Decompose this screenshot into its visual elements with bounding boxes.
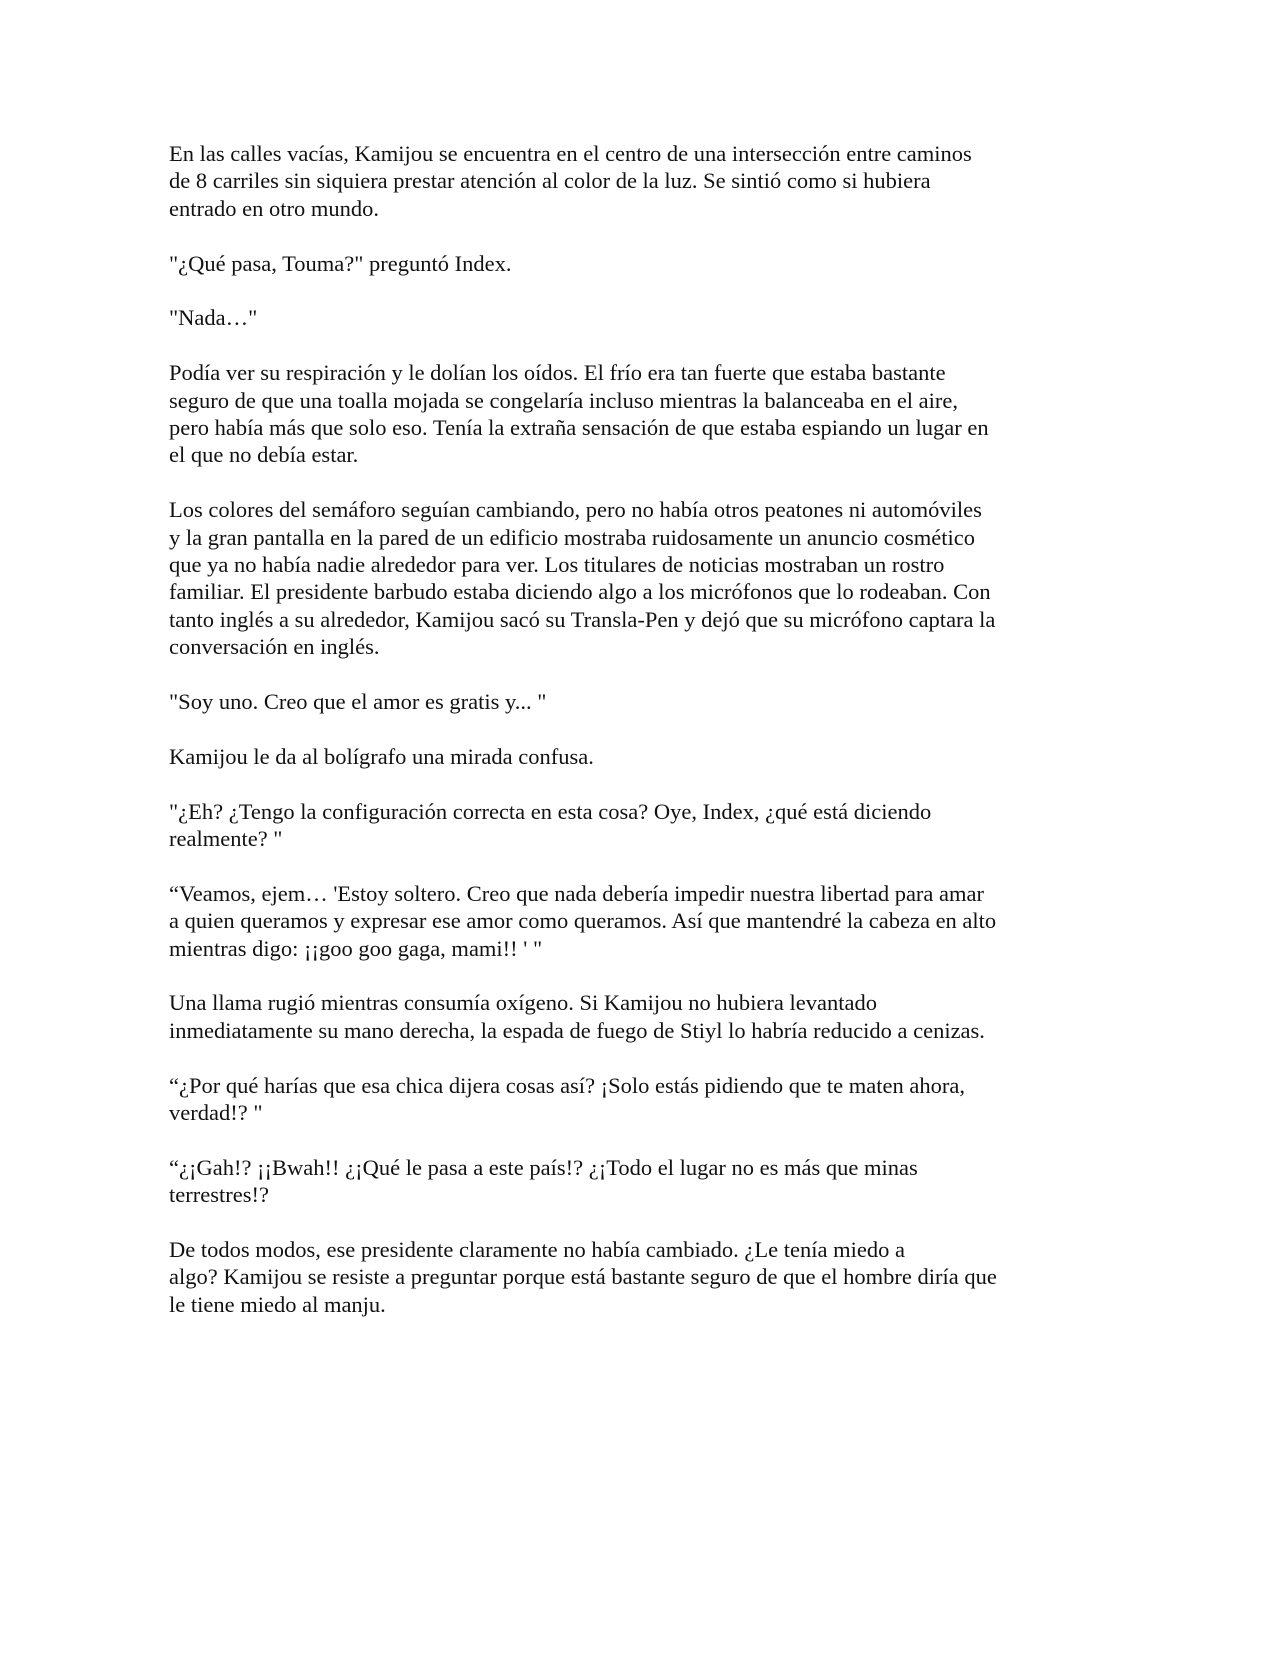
text-line: “¿¡Gah!? ¡¡Bwah!! ¿¡Qué le pasa a este país!? ¿¡Todo el lugar no es más que minas — [169, 1154, 918, 1180]
text-line: “¿Por qué harías que esa chica dijera cosas así? ¡Solo estás pidiendo que te maten ahora, — [169, 1072, 965, 1098]
text-line: inmediatamente su mano derecha, la espada de fuego de Stiyl lo habría reducido a cenizas. — [169, 1017, 985, 1043]
text-line: Kamijou le da al bolígrafo una mirada confusa. — [169, 743, 594, 769]
text-line: “Veamos, ejem… 'Estoy soltero. Creo que nada debería impedir nuestra libertad para amar — [169, 880, 984, 906]
text-line: le tiene miedo al manju. — [169, 1291, 386, 1317]
text-line: que ya no había nadie alrededor para ver. Los titulares de noticias mostraban un rostro — [169, 552, 945, 578]
paragraph — [169, 359, 1069, 469]
text-line: "Soy uno. Creo que el amor es gratis y... " — [169, 689, 547, 715]
text-line: "¿Eh? ¿Tengo la configuración correcta en esta cosa? Oye, Index, ¿qué está diciendo — [169, 798, 932, 824]
paragraph — [169, 496, 1069, 660]
text-line: pero había más que solo eso. Tenía la extraña sensación de que estaba espiando un lugar en — [169, 415, 989, 441]
text-line: Los colores del semáforo seguían cambiando, pero no había otros peatones ni automóviles — [169, 497, 982, 523]
text-line: el que no debía estar. — [169, 442, 359, 468]
text-line: seguro de que una toalla mojada se congelaría incluso mientras la balanceaba en el aire, — [169, 387, 959, 413]
text-line: De todos modos, ese presidente claramente no había cambiado. ¿Le tenía miedo a — [169, 1237, 905, 1263]
text-line: y la gran pantalla en la pared de un edificio mostraba ruidosamente un anuncio cosmético — [169, 524, 975, 550]
paragraph — [169, 1072, 1069, 1127]
paragraph — [169, 743, 1069, 770]
text-line: Una llama rugió mientras consumía oxígeno. Si Kamijou no hubiera levantado — [169, 990, 877, 1016]
text-line: a quien queramos y expresar ese amor como queramos. Así que mantendré la cabeza en alto — [169, 908, 997, 934]
paragraph — [169, 880, 1069, 962]
paragraph — [169, 304, 1069, 331]
text-line: algo? Kamijou se resiste a preguntar porque está bastante seguro de que el hombre diría que — [169, 1264, 997, 1290]
paragraph — [169, 250, 1069, 277]
document-page — [169, 140, 1069, 1346]
paragraph — [169, 1236, 1069, 1318]
text-line: realmente? " — [169, 826, 283, 852]
text-line: "¿Qué pasa, Touma?" preguntó Index. — [169, 250, 512, 276]
text-line: En las calles vacías, Kamijou se encuentra en el centro de una intersección entre caminos — [169, 141, 972, 166]
text-line: Podía ver su respiración y le dolían los oídos. El frío era tan fuerte que estaba bastante — [169, 360, 946, 386]
text-line: familiar. El presidente barbudo estaba diciendo algo a los micrófonos que lo rodeaban. Con — [169, 579, 991, 605]
text-line: conversación en inglés. — [169, 634, 380, 660]
paragraph — [169, 688, 1069, 715]
paragraph — [169, 989, 1069, 1044]
paragraph — [169, 1154, 1069, 1209]
text-line: entrado en otro mundo. — [169, 195, 379, 221]
text-line: verdad!? " — [169, 1100, 263, 1126]
text-line: tanto inglés a su alrededor, Kamijou sacó su Transla-Pen y dejó que su micrófono captara la — [169, 606, 996, 632]
text-line: terrestres!? — [169, 1182, 269, 1208]
text-line: "Nada…" — [169, 305, 258, 331]
text-line: mientras digo: ¡¡goo goo gaga, mami!! ' " — [169, 935, 543, 961]
paragraph — [169, 140, 1069, 222]
paragraph — [169, 798, 1069, 853]
text-line: de 8 carriles sin siquiera prestar atención al color de la luz. Se sintió como si hubiera — [169, 168, 931, 194]
